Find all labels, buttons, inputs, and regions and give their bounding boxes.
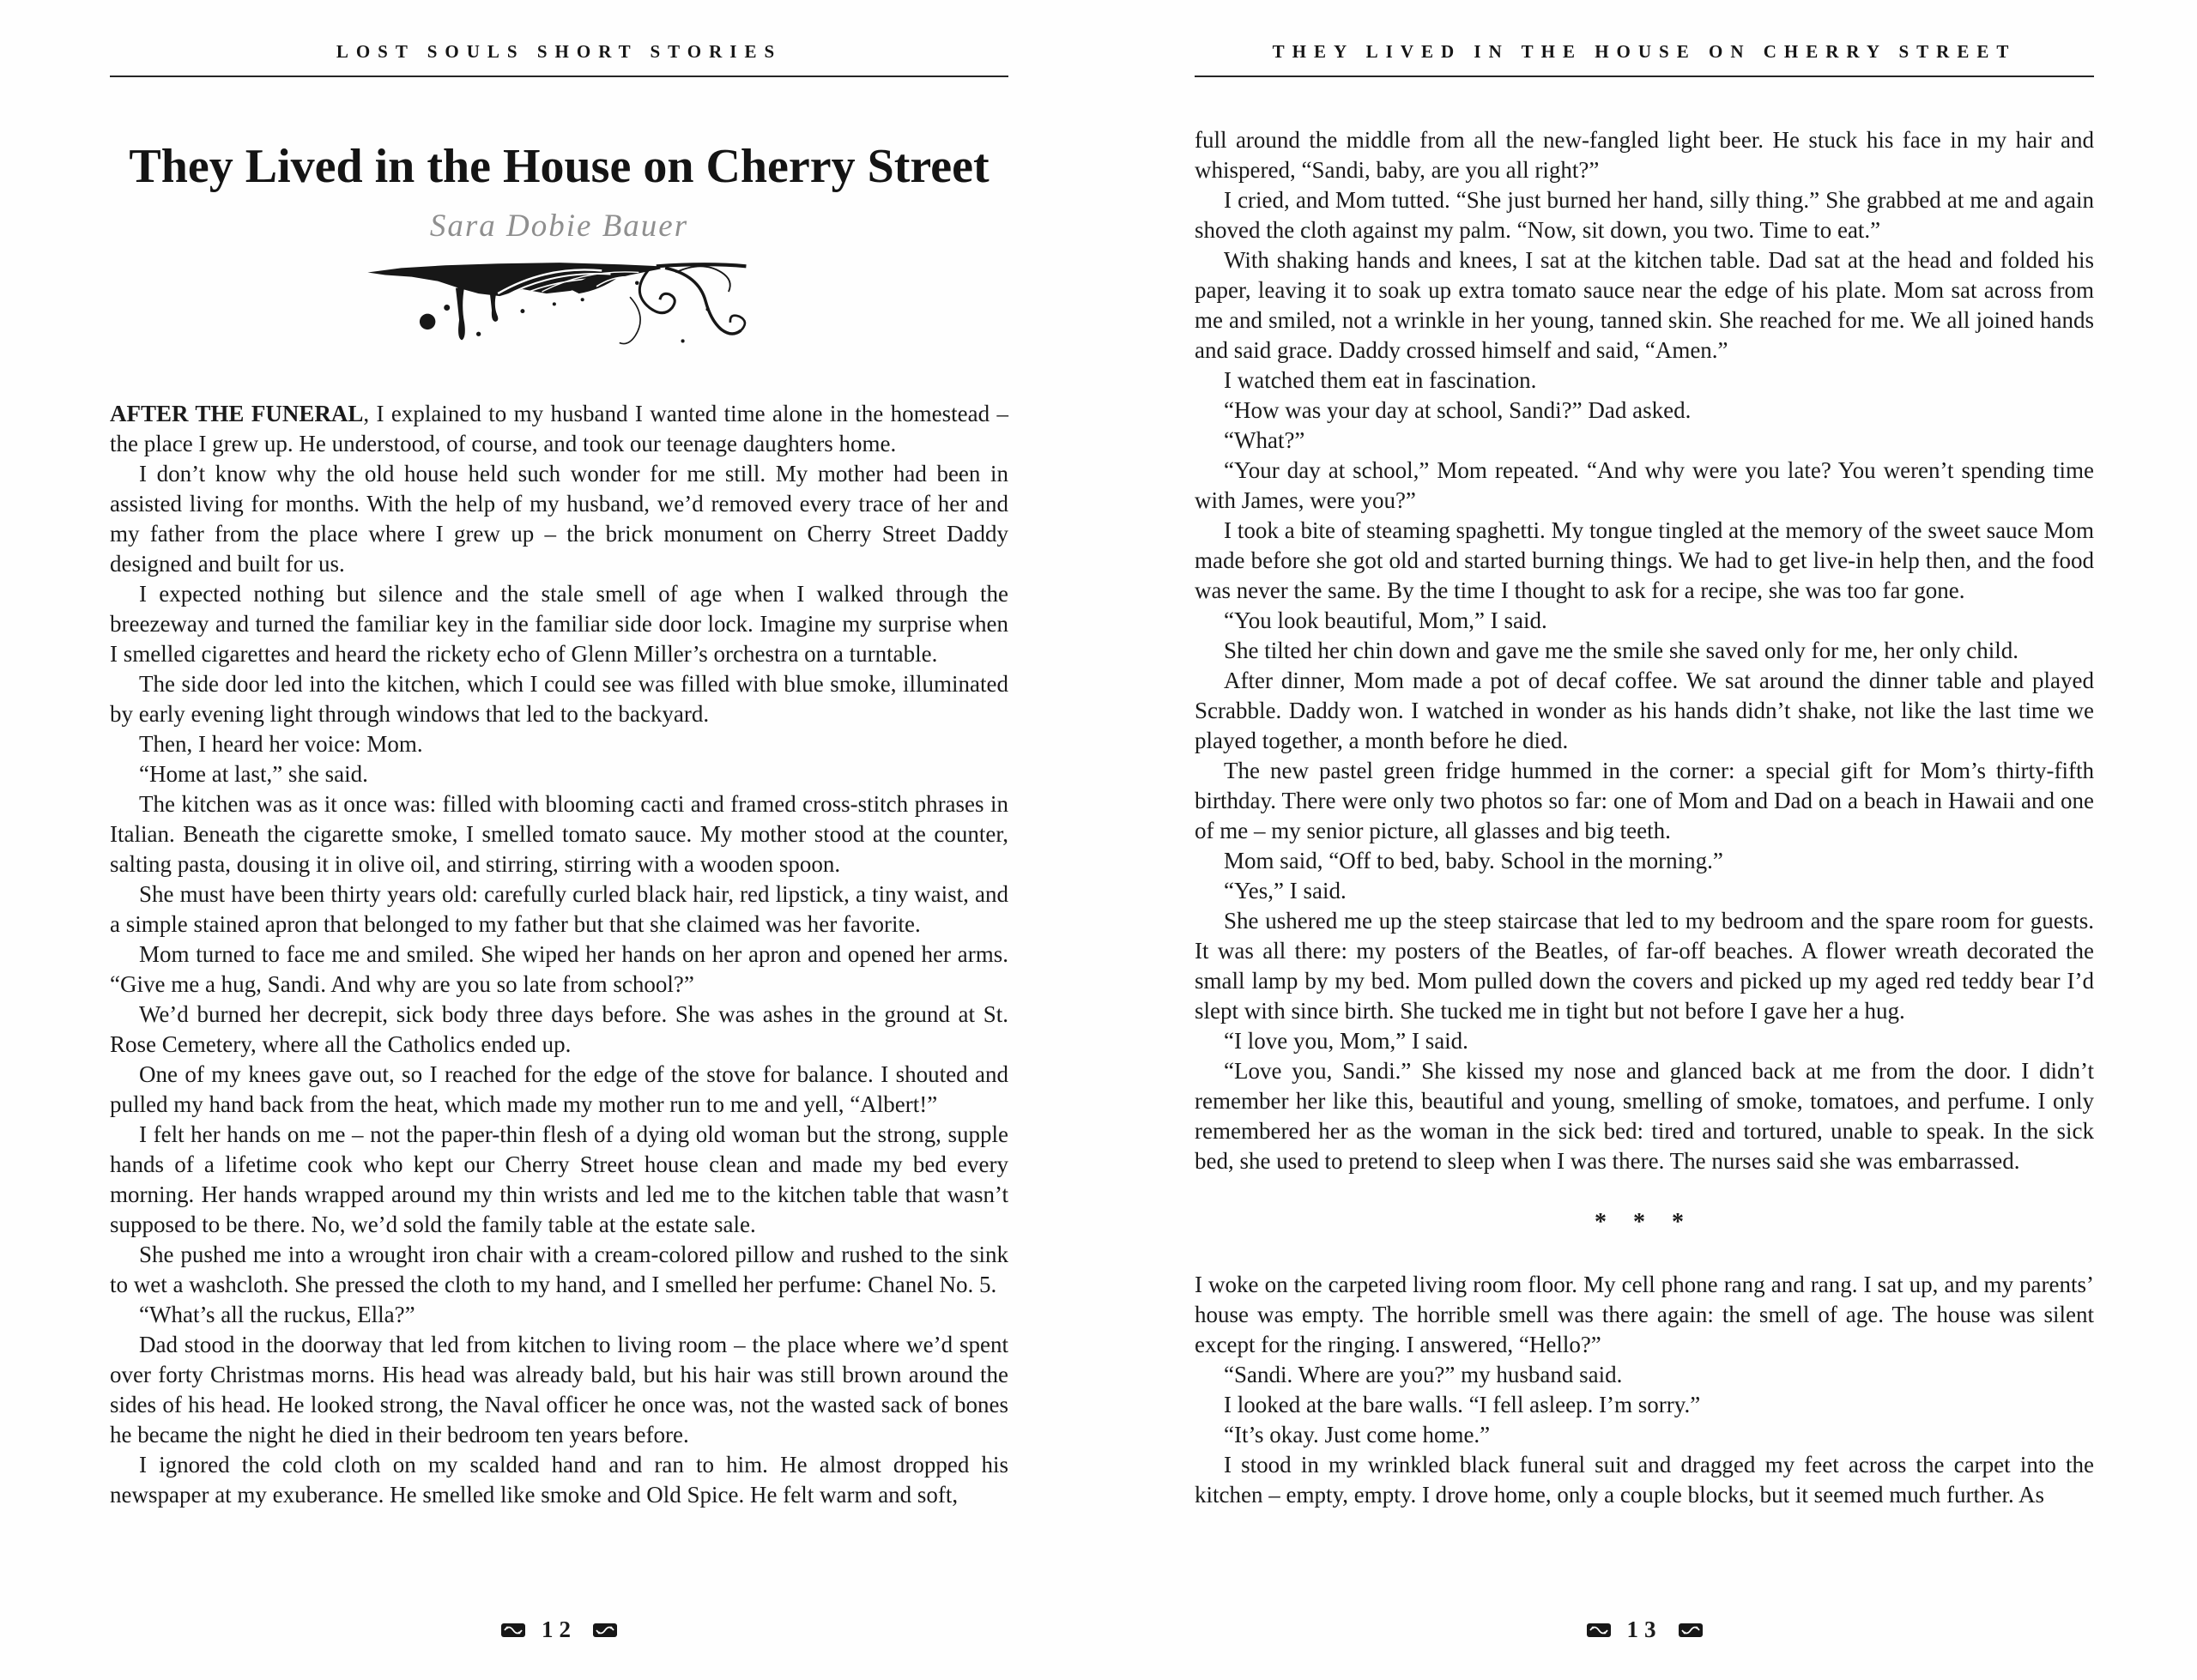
paragraph: I watched them eat in fascination. bbox=[1224, 367, 1537, 393]
paragraph: She must have been thirty years old: carefully curled black hair, red lipstick, a tiny waist, and a simple stained apron that belonged to my father but that she claimed was her favorite. bbox=[110, 881, 1008, 937]
running-header-left: LOST SOULS SHORT STORIES bbox=[110, 41, 1008, 77]
paragraph: “Yes,” I said. bbox=[1224, 878, 1347, 903]
page-footer-left bbox=[110, 1617, 1008, 1644]
footer-ornament-right-icon bbox=[592, 1621, 618, 1640]
paragraph: full around the middle from all the new-fangled light beer. He stuck his face in my hair and whispered, “Sandi, baby, are you all right?” bbox=[1195, 127, 2094, 183]
paragraph: She ushered me up the steep staircase that led to my bedroom and the spare room for guests. It was all there: my posters of the Beatles, of far-off beaches. A flower wreath decorated the small lamp by my bed. Mom pulled down the covers and picked up my aged red teddy bear I’d slept with since birth. She tucked me in tight but not before I gave her a hug. bbox=[1195, 908, 2094, 1024]
paragraph: After dinner, Mom made a pot of decaf coffee. We sat around the dinner table and played Scrabble. Daddy won. I watched in wonder as his hands didn’t shake, not like the last time we played together, a month before he died. bbox=[1195, 668, 2094, 753]
paragraph: “Home at last,” she said. bbox=[139, 761, 368, 787]
footer-ornament-left-icon bbox=[500, 1621, 526, 1640]
title-flourish-icon bbox=[110, 257, 1008, 361]
paragraph: Then, I heard her voice: Mom. bbox=[139, 731, 423, 757]
paragraph: “Love you, Sandi.” She kissed my nose and glanced back at me from the door. I didn’t remember her like this, beautiful and young, smelling of smoke, tomatoes, and perfume. I only remembered her as the woman in the sick bed: tired and tortured, unable to speak. In the sick bed, she used to pretend to sleep when I was there. The nurses said she was embarrassed. bbox=[1195, 1058, 2094, 1174]
paragraph: She tilted her chin down and gave me the smile she saved only for me, her only child. bbox=[1224, 638, 2019, 663]
paragraph: “Your day at school,” Mom repeated. “And why were you late? You weren’t spending time with James, were you?” bbox=[1195, 457, 2094, 513]
paragraph: One of my knees gave out, so I reached for the edge of the stove for balance. I shouted and pulled my hand back from the heat, which made my mother run to me and yell, “Albert!” bbox=[110, 1061, 1008, 1117]
paragraph bbox=[110, 399, 1008, 459]
paragraph: I stood in my wrinkled black funeral suit and dragged my feet across the carpet into the kitchen – empty, empty. I drove home, only a couple blocks, but it seemed much further. As bbox=[1195, 1452, 2094, 1508]
paragraph: “What’s all the ruckus, Ella?” bbox=[139, 1302, 415, 1327]
paragraph: I don’t know why the old house held such wonder for me still. My mother had been in assisted living for months. With the help of my husband, we’d removed every trace of her and my father from the place where I grew up – the brick monument on Cherry Street Daddy designed and built for us. bbox=[110, 461, 1008, 577]
paragraph: I woke on the carpeted living room floor. My cell phone rang and rang. I sat up, and my parents’ house was empty. The horrible smell was there again: the smell of age. The house was silent except for the ringing. I answered, “Hello?” bbox=[1195, 1272, 2094, 1357]
paragraph: “Sandi. Where are you?” my husband said. bbox=[1224, 1362, 1623, 1387]
lead-in-caps: AFTER THE FUNERAL bbox=[110, 401, 364, 426]
footer-ornament-right-icon bbox=[1678, 1621, 1704, 1640]
page-number: 12 bbox=[542, 1617, 577, 1642]
paragraph: The side door led into the kitchen, which I could see was filled with blue smoke, illuminated by early evening light through windows that led to the backyard. bbox=[110, 671, 1008, 727]
paragraph: “What?” bbox=[1224, 427, 1305, 453]
story-text-right bbox=[1195, 125, 2094, 1510]
paragraph: I expected nothing but silence and the stale smell of age when I walked through the breezeway and turned the familiar key in the familiar side door lock. Imagine my surprise when I smelled cigarettes and heard the rickety echo of Glenn Miller’s orchestra on a turntable. bbox=[110, 581, 1008, 667]
story-text-left bbox=[110, 399, 1008, 1510]
paragraph: The new pastel green fridge hummed in the corner: a special gift for Mom’s thirty-fifth birthday. There were only two photos so far: one of Mom and Dad on a beach in Hawaii and one of me – my senior picture, all glasses and big teeth. bbox=[1195, 758, 2094, 843]
page-footer-right bbox=[1195, 1617, 2094, 1644]
paragraph: I took a bite of steaming spaghetti. My tongue tingled at the memory of the sweet sauce Mom made before she got old and started burning things. We had to get live-in help then, and the food was never the same. By the time I thought to ask for a recipe, she was too far gone. bbox=[1195, 517, 2094, 603]
paragraph: She pushed me into a wrought iron chair with a cream-colored pillow and rushed to the sink to wet a washcloth. She pressed the cloth to my hand, and I smelled her perfume: Chanel No. 5. bbox=[110, 1242, 1008, 1297]
running-header-right: THEY LIVED IN THE HOUSE ON CHERRY STREET bbox=[1195, 41, 2094, 77]
paragraph: I ignored the cold cloth on my scalded hand and ran to him. He almost dropped his newspaper at my exuberance. He smelled like smoke and Old Spice. He felt warm and soft, bbox=[110, 1452, 1008, 1508]
right-page bbox=[1195, 41, 2094, 1510]
paragraph: I cried, and Mom tutted. “She just burned her hand, silly thing.” She grabbed at me and again shoved the cloth against my palm. “Now, sit down, you two. Time to eat.” bbox=[1195, 187, 2094, 243]
page-number: 13 bbox=[1626, 1617, 1662, 1642]
paragraph: Dad stood in the doorway that led from kitchen to living room – the place where we’d spent over forty Christmas morns. His head was already bald, but his hair was still brown around the sides of his head. He looked strong, the Naval officer he once was, not the wasted sack of bones he became the night he died in their bedroom ten years before. bbox=[110, 1332, 1008, 1447]
paragraph: “You look beautiful, Mom,” I said. bbox=[1224, 607, 1547, 633]
author-name: Sara Dobie Bauer bbox=[429, 208, 689, 244]
paragraph: “How was your day at school, Sandi?” Dad asked. bbox=[1224, 397, 1692, 423]
left-page bbox=[110, 41, 1008, 1510]
paragraph: We’d burned her decrepit, sick body three days before. She was ashes in the ground at St. Rose Cemetery, where all the Catholics ended up. bbox=[110, 1001, 1008, 1057]
section-break: * * * bbox=[1595, 1209, 1694, 1236]
paragraph: “It’s okay. Just come home.” bbox=[1224, 1422, 1491, 1447]
paragraph: I felt her hands on me – not the paper-thin flesh of a dying old woman but the strong, supple hands of a lifetime cook who kept our Cherry Street house clean and made my bed every morning. Her hands wrapped around my thin wrists and led me to the kitchen table that wasn’t supposed to be there. No, we’d sold the family table at the estate sale. bbox=[110, 1121, 1008, 1237]
page-title: They Lived in the House on Cherry Street bbox=[129, 140, 990, 193]
paragraph: The kitchen was as it once was: filled with blooming cacti and framed cross-stitch phrases in Italian. Beneath the cigarette smoke, I smelled tomato sauce. My mother stood at the counter, salting pasta, dousing it in olive oil, and stirring, stirring with a wooden spoon. bbox=[110, 791, 1008, 877]
paragraph: “I love you, Mom,” I said. bbox=[1224, 1028, 1468, 1054]
paragraph-text: , I explained to my husband I wanted time alone in the homestead – the place I grew up. He understood, of course, and took our teenage daughters home. bbox=[110, 401, 1009, 456]
paragraph: I looked at the bare walls. “I fell asleep. I’m sorry.” bbox=[1224, 1392, 1701, 1417]
footer-ornament-left-icon bbox=[1586, 1621, 1612, 1640]
paragraph: Mom said, “Off to bed, baby. School in the morning.” bbox=[1224, 848, 1723, 873]
paragraph: With shaking hands and knees, I sat at the kitchen table. Dad sat at the head and folded his paper, leaving it to soak up extra tomato sauce near the edge of his plate. Mom sat across from me and smiled, not a wrinkle in her young, tanned skin. She reached for me. We all joined hands and said grace. Daddy crossed himself and said, “Amen.” bbox=[1195, 247, 2094, 363]
paragraph: Mom turned to face me and smiled. She wiped her hands on her apron and opened her arms. “Give me a hug, Sandi. And why are you so late from school?” bbox=[110, 941, 1008, 997]
